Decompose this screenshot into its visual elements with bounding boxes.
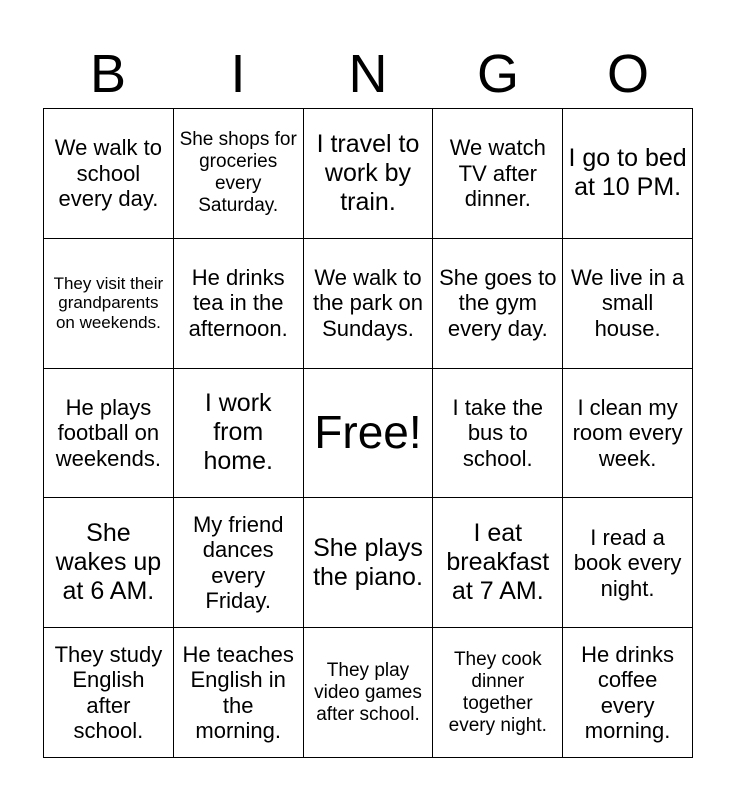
bingo-cell-r4-c4[interactable] [433, 498, 563, 628]
bingo-cell-r4-c3[interactable] [304, 498, 434, 628]
bingo-cell-text: He drinks coffee every morning. [581, 641, 675, 744]
bingo-cell-r5-c5[interactable] [563, 628, 693, 758]
bingo-cell-text: He plays football on weekends. [55, 394, 161, 471]
bingo-cell-text: She wakes up at 6 AM. [55, 519, 162, 606]
bingo-cell-free[interactable] [304, 369, 434, 499]
bingo-cell-r3-c4[interactable] [433, 369, 563, 499]
header-letter-b: B [89, 44, 127, 104]
bingo-cell-text: I work from home. [203, 389, 273, 476]
bingo-cell-text: He teaches English in the morning. [182, 641, 294, 744]
bingo-cell-r4-c5[interactable] [563, 498, 693, 628]
bingo-cell-r2-c1[interactable] [44, 239, 174, 369]
free-space-text: Free! [314, 406, 422, 459]
bingo-cell-text: I eat breakfast at 7 AM. [446, 519, 550, 606]
bingo-cell-r3-c5[interactable] [563, 369, 693, 499]
bingo-cell-r2-c3[interactable] [304, 239, 434, 369]
bingo-cell-text: I clean my room every week. [572, 394, 683, 471]
bingo-cell-text: They play video games after school. [314, 659, 422, 725]
bingo-cell-r5-c4[interactable] [433, 628, 563, 758]
bingo-cell-text: We live in a small house. [570, 264, 685, 341]
bingo-cell-text: I read a book every night. [573, 524, 682, 601]
bingo-cell-r2-c2[interactable] [174, 239, 304, 369]
header-letter-n: N [348, 44, 388, 104]
header-letter-o: O [606, 44, 649, 104]
bingo-cell-text: We walk to the park on Sundays. [312, 264, 424, 341]
bingo-cell-r1-c5[interactable] [563, 109, 693, 239]
bingo-cell-text: I go to bed at 10 PM. [568, 144, 687, 202]
bingo-cell-r1-c3[interactable] [304, 109, 434, 239]
bingo-cell-text: He drinks tea in the afternoon. [188, 264, 288, 341]
bingo-cell-r3-c2[interactable] [174, 369, 304, 499]
bingo-cell-text: My friend dances every Friday. [192, 511, 284, 614]
bingo-cell-text: We walk to school every day. [54, 135, 162, 212]
bingo-cell-r1-c4[interactable] [433, 109, 563, 239]
bingo-cell-r5-c1[interactable] [44, 628, 174, 758]
bingo-cell-text: She plays the piano. [313, 533, 423, 591]
bingo-cell-text: They visit their grandparents on weekends. [53, 273, 164, 333]
bingo-cell-text: I travel to work by train. [316, 129, 420, 216]
bingo-cell-r5-c2[interactable] [174, 628, 304, 758]
header-letter-i: I [230, 44, 246, 104]
bingo-cell-r5-c3[interactable] [304, 628, 434, 758]
bingo-cell-text: They study English after school. [54, 641, 163, 744]
bingo-cell-text: She goes to the gym every day. [439, 264, 557, 341]
bingo-cell-text: They cook dinner together every night. [448, 648, 547, 736]
bingo-cell-r1-c2[interactable] [174, 109, 304, 239]
bingo-cell-text: I take the bus to school. [452, 394, 544, 471]
bingo-cell-r2-c4[interactable] [433, 239, 563, 369]
bingo-cell-text: We watch TV after dinner. [449, 135, 546, 212]
bingo-cell-r3-c1[interactable] [44, 369, 174, 499]
bingo-header [43, 40, 693, 108]
bingo-cell-r4-c2[interactable] [174, 498, 304, 628]
bingo-cell-r1-c1[interactable] [44, 109, 174, 239]
bingo-card [43, 108, 693, 758]
bingo-cell-r4-c1[interactable] [44, 498, 174, 628]
bingo-cell-r2-c5[interactable] [563, 239, 693, 369]
header-letter-g: G [476, 44, 519, 104]
bingo-cell-text: She shops for groceries every Saturday. [179, 129, 297, 217]
